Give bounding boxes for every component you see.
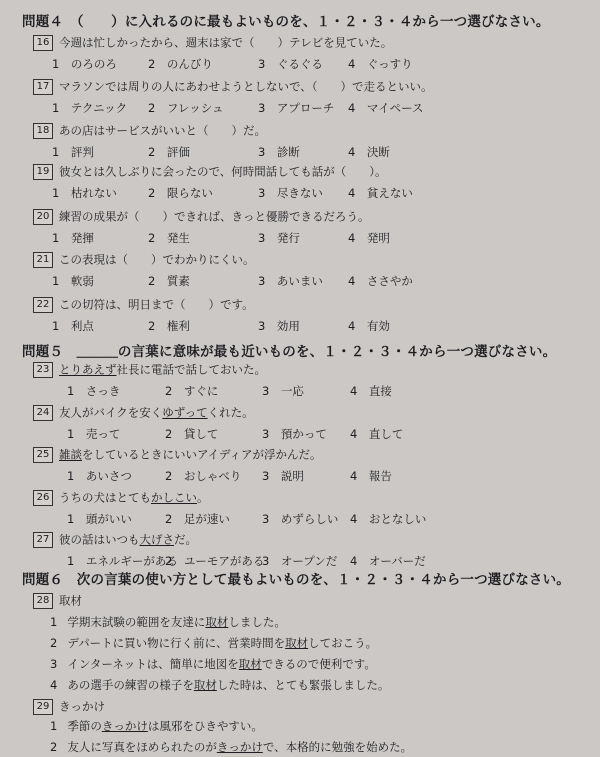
option-2: 2 ユーモアがある [165,554,265,568]
text-before: 学期末試験の範囲を友達に [67,615,206,629]
option-2: 2 権利 [148,319,190,333]
option-2: 2 貸して [165,427,219,441]
underlined-word: 雑談 [59,447,82,462]
question-number: 28 [33,593,53,609]
question-number: 23 [33,362,53,378]
question-number: 19 [33,164,53,180]
underlined-word: ゆずって [162,405,208,420]
option-4: 4 ぐっすり [348,57,413,71]
underlined-word: 取材 [285,636,309,650]
option-3: 3 アプローチ [258,101,335,115]
option-2: 2 限らない [148,186,213,200]
question-17 [33,78,433,94]
question-number: 16 [33,35,53,51]
question-26 [33,489,209,505]
text-after: 。 [197,490,209,505]
option-1: 1 頭がいい [67,512,132,526]
option-2: 2 発生 [148,231,190,245]
question-number: 24 [33,405,53,421]
text-before: 彼の話はいつも [59,532,140,547]
text-before: あの選手の練習の様子を [67,678,194,692]
text-after: 社長に電話で話しておいた。 [116,362,266,377]
option-3: 3 効用 [258,319,300,333]
question-number: 18 [33,123,53,139]
underlined-word: かしこい [151,490,197,505]
underlined-word: 大げさ [139,532,174,547]
underlined-word: きっかけ [101,719,148,733]
question-text: 練習の成果が（ ）できれば、きっと優勝できるだろう。 [59,209,370,224]
text-before: 友人に写真をほめられたのが [67,740,217,754]
question-number: 25 [33,447,53,463]
underlined-word: とりあえず [59,362,117,377]
sentence-2 [50,739,412,755]
sentence-1 [50,614,286,630]
question-text: この切符は、明日まで（ ）です。 [59,297,254,312]
option-2: 2 足が速い [165,512,230,526]
option-4: 4 貧えない [348,186,413,200]
text-after: をしているときにいいアイディアが浮かんだ。 [82,447,322,462]
question-18 [33,122,266,138]
mondai4-heading: 問題４ （ ）に入れるのに最もよいものを、１・２・３・４から一つ選びなさい。 [22,14,550,30]
question-number: 26 [33,490,53,506]
question-19 [33,163,387,179]
underlined-word: 取材 [205,615,229,629]
option-3: 3 ぐるぐる [258,57,323,71]
mondai6-heading: 問題６ 次の言葉の使い方として最もよいものを、１・２・３・４から一つ選びなさい。 [22,572,570,588]
option-4: 4 オーバーだ [350,554,426,568]
question-number: 21 [33,252,53,268]
text-after: で、本格的に勉強を始めた。 [262,740,413,754]
option-1: 1 軟弱 [52,274,94,288]
option-1: 1 売って [67,427,121,441]
text-after: しておこう。 [308,636,378,650]
question-28 [33,592,82,608]
text-before: 友人がバイクを安く [59,405,163,420]
sentence-number: 1 [50,615,58,629]
text-before: うちの犬はとても [59,490,151,505]
sentence-3 [50,656,376,672]
option-1: 1 エネルギーがある [67,554,178,568]
question-23 [33,361,266,377]
sentence-number: 3 [50,657,58,671]
underlined-word: 取材 [238,657,262,671]
question-number: 22 [33,297,53,313]
option-3: 3 預かって [262,427,327,441]
option-2: 2 質素 [148,274,190,288]
question-16 [33,34,392,50]
question-number: 17 [33,79,53,95]
option-2: 2 のんびり [148,57,213,71]
question-text [59,448,322,462]
option-4: 4 ささやか [348,274,413,288]
option-4: 4 報告 [350,469,392,483]
sentence-4 [50,677,389,693]
text-after: は風邪をひきやすい。 [147,719,263,733]
text-after: した時は、とても緊張しました。 [216,678,390,692]
question-21 [33,251,255,267]
text-after: くれた。 [207,405,254,420]
question-27 [33,531,197,547]
option-3: 3 説明 [262,469,304,483]
text-after: だ。 [174,532,197,547]
option-2: 2 フレッシュ [148,101,224,115]
question-text: マラソンでは周りの人にあわせようとしないで、（ ）で走るといい。 [59,79,433,94]
option-1: 1 さっき [67,384,121,398]
option-1: 1 のろのろ [52,57,117,71]
question-number: 27 [33,532,53,548]
option-3: 3 めずらしい [262,512,339,526]
option-1: 1 評判 [52,145,94,159]
option-3: 3 尽きない [258,186,323,200]
option-4: 4 直して [350,427,404,441]
question-22 [33,296,254,312]
option-4: 4 有効 [348,319,390,333]
option-1: 1 発揮 [52,231,94,245]
option-1: 1 あいさつ [67,469,132,483]
sentence-2 [50,635,377,651]
sentence-number: 2 [50,740,58,754]
option-2: 2 おしゃべり [165,469,242,483]
text-after: できるので便利です。 [261,657,376,671]
sentence-1 [50,718,263,734]
question-29 [33,698,105,714]
question-text: この表現は（ ）でわかりにくい。 [59,252,255,267]
mondai5-heading: 問題５ ＿＿＿の言葉に意味が最も近いものを、１・２・３・４から一つ選びなさい。 [22,344,557,360]
sentence-number: 1 [50,719,58,733]
question-text: 今週は忙しかったから、週末は家で（ ）テレビを見ていた。 [59,35,393,50]
option-1: 1 枯れない [52,186,117,200]
option-1: 1 利点 [52,319,94,333]
option-3: 3 一応 [262,384,304,398]
question-text: 彼女とは久しぶりに会ったので、何時間話しても話が（ ）。 [59,164,387,179]
question-25 [33,446,322,462]
underlined-word: 取材 [193,678,217,692]
option-4: 4 おとなしい [350,512,427,526]
question-text [59,363,266,377]
option-4: 4 直接 [350,384,392,398]
text-after: しました。 [228,615,286,629]
question-text [59,491,209,505]
question-20 [33,208,370,224]
option-2: 2 すぐに [165,384,219,398]
question-text: あの店はサービスがいいと（ ）だ。 [59,123,266,138]
question-number: 29 [33,699,53,715]
text-before: デパートに買い物に行く前に、営業時間を [67,636,286,650]
sentence-number: 2 [50,636,58,650]
option-3: 3 オープンだ [262,554,338,568]
underlined-word: きっかけ [216,740,263,754]
question-number: 20 [33,209,53,225]
option-4: 4 マイペース [348,101,424,115]
option-3: 3 発行 [258,231,300,245]
text-before: 季節の [67,719,102,733]
question-24 [33,404,254,420]
option-2: 2 評価 [148,145,190,159]
option-1: 1 テクニック [52,101,128,115]
question-text [59,406,254,420]
sentence-number: 4 [50,678,58,692]
question-text [59,533,197,547]
question-word: 取材 [59,593,82,608]
option-4: 4 発明 [348,231,390,245]
option-4: 4 決断 [348,145,390,159]
option-3: 3 診断 [258,145,300,159]
option-3: 3 あいまい [258,274,323,288]
text-before: インターネットは、簡単に地図を [67,657,239,671]
question-word: きっかけ [59,699,105,714]
